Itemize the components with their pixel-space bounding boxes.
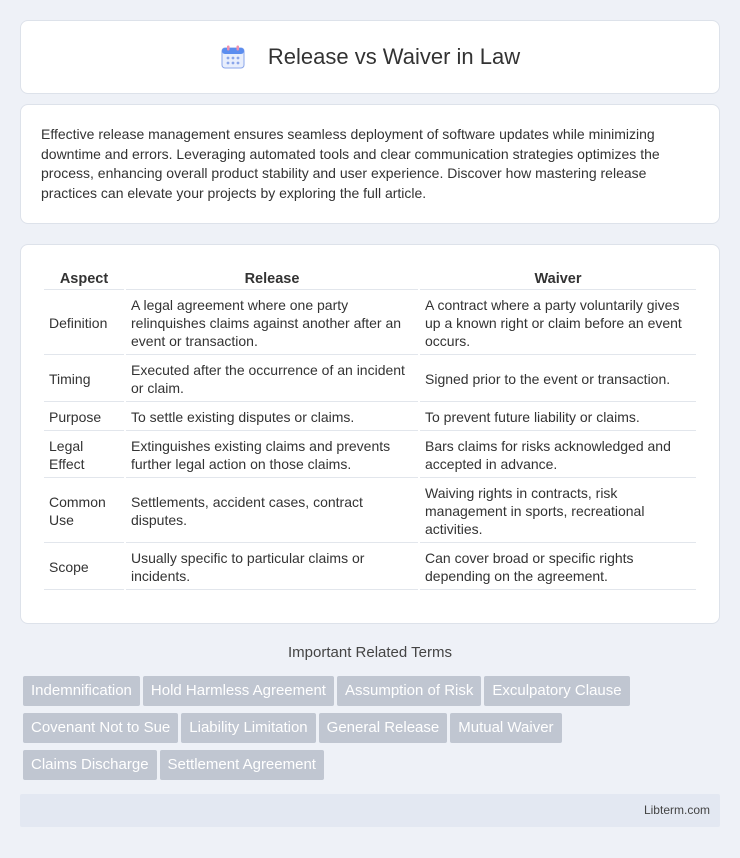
table-header-row [44, 267, 696, 290]
cell-release: Extinguishes existing claims and prevents further legal action on those claims. [126, 433, 418, 478]
table-row [44, 545, 696, 590]
table-row [44, 480, 696, 543]
cell-aspect: Legal Effect [44, 433, 124, 478]
related-term-tag[interactable]: Liability Limitation [181, 713, 315, 743]
table-row [44, 404, 696, 431]
related-terms-list [23, 676, 723, 787]
related-term-tag[interactable]: Assumption of Risk [337, 676, 481, 706]
intro-text: Effective release management ensures seamless deployment of software updates while minimizing downtime and errors. Leveraging automated tools and clear communication strategies optimizes the process, enhancing overall product stability and user experience. Discover how mastering release practices can elevate your projects by exploring the full article. [41, 126, 660, 201]
related-term-tag[interactable]: Hold Harmless Agreement [143, 676, 334, 706]
cell-waiver: Waiving rights in contracts, risk management in sports, recreational activities. [420, 480, 696, 543]
table-row [44, 433, 696, 478]
cell-release: To settle existing disputes or claims. [126, 404, 418, 431]
related-term-tag[interactable]: Exculpatory Clause [484, 676, 629, 706]
intro-card [20, 104, 720, 224]
comparison-table [42, 265, 698, 592]
related-term-tag[interactable]: Mutual Waiver [450, 713, 561, 743]
footer-site-link[interactable]: Libterm.com [643, 803, 710, 817]
related-term-tag[interactable]: Indemnification [23, 676, 140, 706]
related-terms-title: Important Related Terms [288, 644, 452, 661]
cell-aspect: Scope [44, 545, 124, 590]
cell-waiver: Can cover broad or specific rights depending on the agreement. [420, 545, 696, 590]
header-card [20, 20, 720, 94]
cell-waiver: To prevent future liability or claims. [420, 404, 696, 431]
page-title: Release vs Waiver in Law [267, 44, 521, 69]
column-header-aspect: Aspect [44, 267, 124, 290]
cell-release: Executed after the occurrence of an incident or claim. [126, 357, 418, 402]
table-row [44, 292, 696, 355]
table-row [44, 357, 696, 402]
cell-aspect: Definition [44, 292, 124, 355]
cell-aspect: Purpose [44, 404, 124, 431]
related-term-tag[interactable]: General Release [319, 713, 448, 743]
comparison-card [20, 244, 720, 624]
related-term-tag[interactable]: Settlement Agreement [160, 750, 324, 780]
cell-release: A legal agreement where one party relinquishes claims against another after an event or transaction. [126, 292, 418, 355]
cell-waiver: Bars claims for risks acknowledged and accepted in advance. [420, 433, 696, 478]
cell-aspect: Timing [44, 357, 124, 402]
calendar-icon [220, 44, 246, 70]
cell-waiver: Signed prior to the event or transaction. [420, 357, 696, 402]
column-header-release: Release [126, 267, 418, 290]
related-term-tag[interactable]: Claims Discharge [23, 750, 157, 780]
cell-waiver: A contract where a party voluntarily gives up a known right or claim before an event occurs. [420, 292, 696, 355]
cell-release: Settlements, accident cases, contract disputes. [126, 480, 418, 543]
cell-release: Usually specific to particular claims or incidents. [126, 545, 418, 590]
related-term-tag[interactable]: Covenant Not to Sue [23, 713, 178, 743]
footer [20, 794, 720, 827]
column-header-waiver: Waiver [420, 267, 696, 290]
cell-aspect: Common Use [44, 480, 124, 543]
